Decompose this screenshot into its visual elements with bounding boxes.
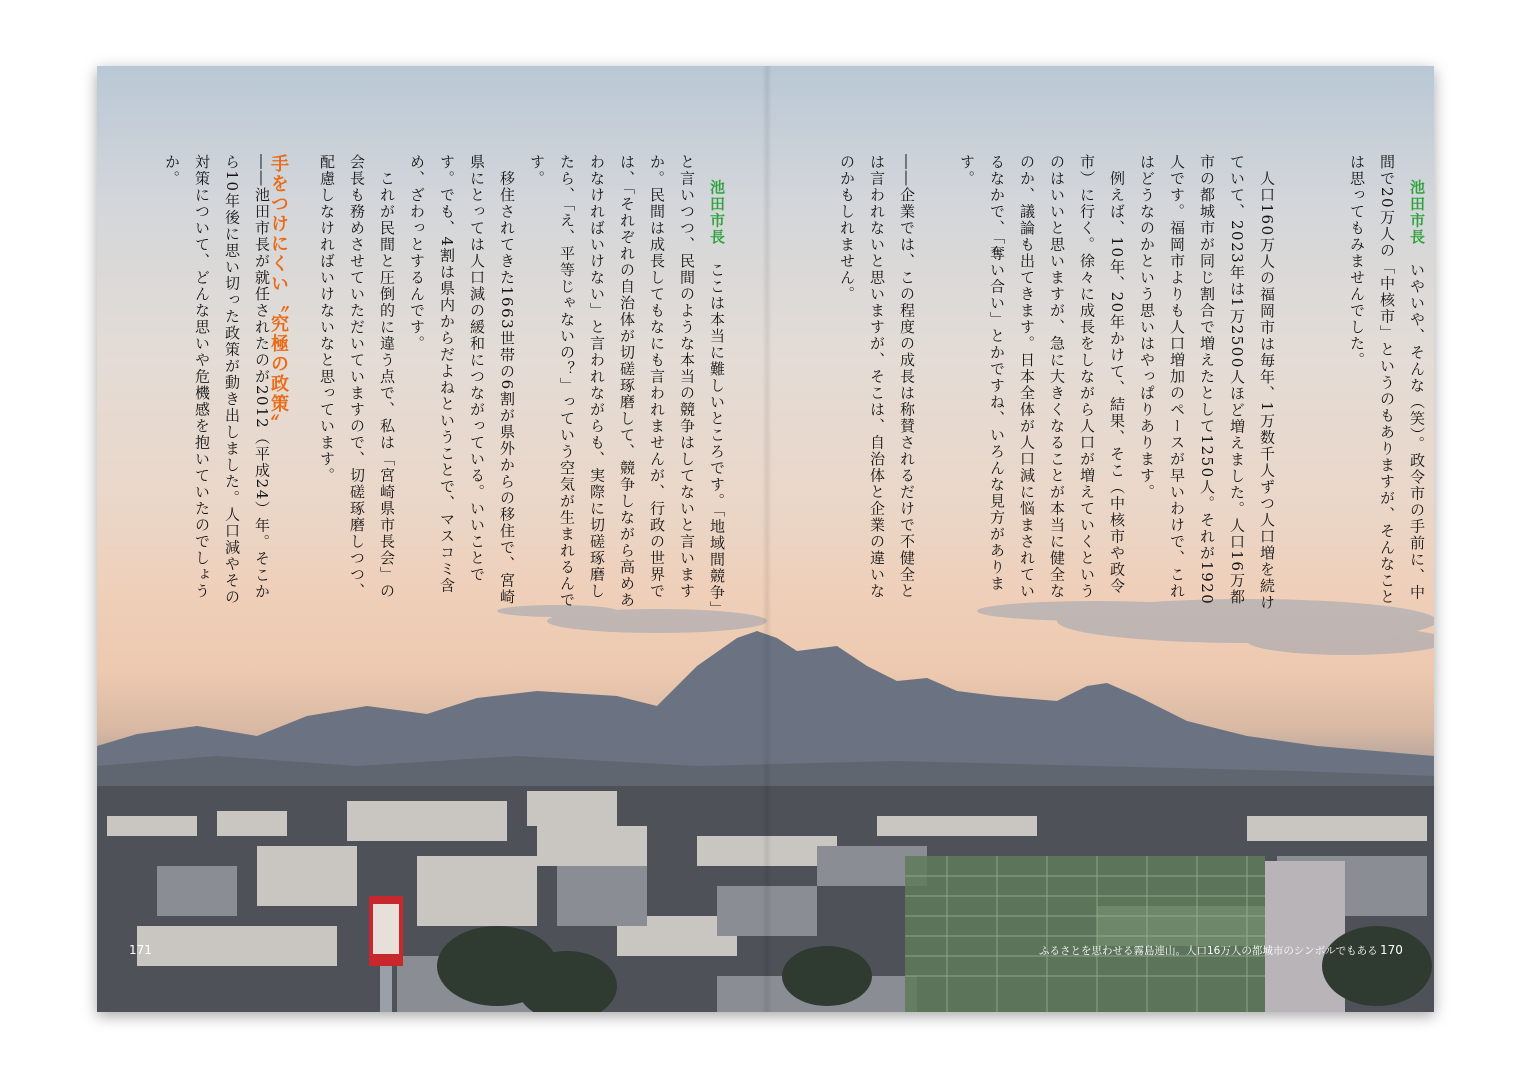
magazine-spread	[97, 66, 1434, 1012]
page-number-left: 171	[129, 943, 152, 957]
paragraph-text: ここは本当に難しいところです。「地域間競争」と言いつつ、民間のような本当の競争はしてないと言いますか。民間は成長してもなにも言われませんが、行政の世界では、「それぞれの自治体が切磋琢磨して、競争しながら高めあわなければいけない」と言われながらも、実際に切磋琢磨したら、「え、平等じゃないの？」っていう空気が生まれるんです。	[528, 154, 726, 610]
right-para-2: 人口160万人の福岡市は毎年、1万数千人ずつ人口増を続けていて、2023年は1万2500人ほど増えました。人口16万都市の都城市が同じ割合で増えたとして1250人。それが1920人です。福岡市よりも人口増加のペースが早いわけで、これはどうなのかという思いはやっぱりあります。	[1138, 154, 1276, 611]
left-para-2: 移住されてきた1663世帯の6割が県外からの移住で、宮崎県にとっては人口減の緩和につながっている。いいことです。でも、4割は県内からだよねということで、マスコミ含め、ざわっとするんです。	[408, 154, 516, 606]
right-para-3: 例えば、10年、20年かけて、結果、そこ（中核市や政令市）に行く。徐々に成長をしながら人口が増えていくというのはいいと思いますが、急に大きくなることが本当に健全なのか、議論も出てきます。日本全体が人口減に悩まされているなかで、「奪い合い」とかですね、いろんな見方があります。	[958, 154, 1126, 600]
page-number-right: 170	[1380, 943, 1403, 957]
right-para-1	[1312, 154, 1434, 614]
left-question: ――池田市長が就任されたのが2012（平成24）年。そこから10年後に思い切った政策が動き出しました。人口減やその対策について、どんな思いや危機感を抱いていたのでしょうか。	[163, 154, 271, 606]
speaker-label: 池田市長	[1408, 179, 1426, 246]
left-para-3: これが民間と圧倒的に違う点で、私は「宮崎県市長会」の会長も務めさせていただいていますので、切磋琢磨しつつ、配慮しなければいけないなと思っています。	[318, 154, 396, 600]
left-para-1	[492, 154, 762, 614]
section-heading: 手をつけにくい〝究極の政策〟	[268, 154, 289, 434]
photo-caption: ふるさとを思わせる霧島連山。人口16万人の都城市のシンボルでもある	[1039, 945, 1378, 957]
paragraph-text: いやいや、そんな（笑）。政令市の手前に、中間で20万人の「中核市」というのもありますが、そんなことは思ってもみませんでした。	[1348, 154, 1426, 606]
speaker-label: 池田市長	[708, 179, 726, 246]
page-gutter	[762, 66, 772, 1012]
right-question: ――企業では、この程度の成長は称賛されるだけで不健全とは言われないと思いますが、そこは、自治体と企業の違いなのかもしれません。	[838, 154, 916, 600]
